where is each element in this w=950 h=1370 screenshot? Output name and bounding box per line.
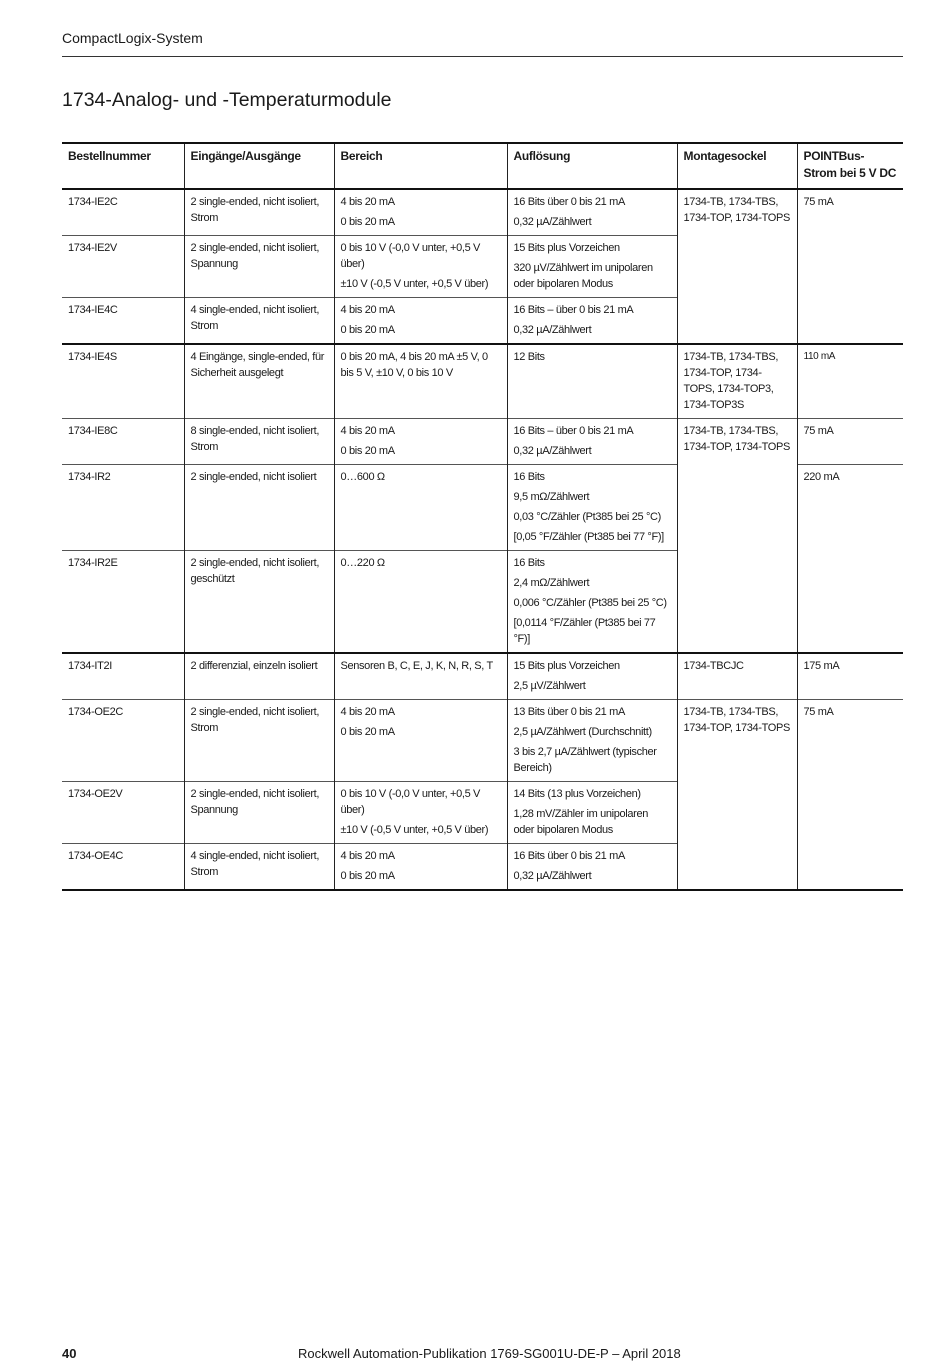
part-number-cell: 1734-IR2 — [62, 465, 184, 551]
io-cell: 2 single-ended, nicht isoliert, Strom — [184, 189, 334, 236]
table-row — [62, 653, 903, 700]
range-cell — [334, 236, 507, 298]
pointbus-current-cell: 75 mA — [797, 700, 903, 891]
range-cell — [334, 653, 507, 700]
resolution-line: 9,5 mΩ/Zählwert — [513, 491, 590, 503]
resolution-cell — [507, 298, 677, 345]
resolution-cell — [507, 189, 677, 236]
part-number-cell: 1734-IE2C — [68, 196, 118, 208]
resolution-line: 2,5 µA/Zählwert (Durchschnitt) — [513, 726, 652, 738]
resolution-line: 12 Bits — [513, 351, 545, 363]
resolution-line: 0,006 °C/Zähler (Pt385 bei 25 °C) — [513, 597, 667, 609]
resolution-line: 2,4 mΩ/Zählwert — [513, 577, 590, 589]
io-cell: 2 single-ended, nicht isoliert, Spannung — [184, 782, 334, 844]
range-cell — [334, 782, 507, 844]
resolution-cell — [507, 551, 677, 654]
range-cell — [334, 551, 507, 654]
mounting-base-cell: 1734-TB, 1734-TBS, 1734-TOP, 1734-TOPS — [677, 189, 797, 344]
io-cell: 2 differenzial, einzeln isoliert — [184, 653, 334, 700]
range-line: ±10 V (-0,5 V unter, +0,5 V über) — [340, 824, 489, 836]
resolution-line: 16 Bits über 0 bis 21 mA — [513, 850, 625, 862]
part-number-cell: 1734-OE4C — [62, 844, 184, 891]
resolution-cell — [507, 465, 677, 551]
resolution-line: 320 µV/Zählwert im unipolaren oder bipolaren Modus — [513, 262, 653, 290]
range-line: Sensoren B, C, E, J, K, N, R, S, T — [340, 660, 493, 672]
pointbus-current-cell: 220 mA — [797, 465, 903, 654]
part-number-cell: 1734-OE2V — [62, 782, 184, 844]
part-number-cell: 1734-IR2E — [62, 551, 184, 654]
table-row — [62, 189, 903, 236]
resolution-line: [0,05 °F/Zähler (Pt385 bei 77 °F)] — [513, 531, 664, 543]
resolution-line: 16 Bits — [513, 557, 545, 569]
table-row — [62, 344, 903, 419]
col-header-pointbus-current: POINTBus-Strom bei 5 V DC — [797, 143, 903, 189]
io-cell: 2 single-ended, nicht isoliert, geschützt — [184, 551, 334, 654]
io-cell: 4 single-ended, nicht isoliert, Strom — [184, 298, 334, 345]
page-title: 1734-Analog- und -Temperaturmodule — [62, 89, 392, 111]
table-header-row — [62, 143, 903, 189]
table-row — [62, 419, 903, 465]
resolution-cell — [507, 344, 677, 419]
range-line: 0…600 Ω — [340, 471, 385, 483]
resolution-line: 0,32 µA/Zählwert — [513, 324, 592, 336]
resolution-line: 16 Bits über 0 bis 21 mA — [513, 196, 625, 208]
header-rule — [62, 56, 903, 57]
running-header: CompactLogix-System — [62, 30, 203, 46]
pointbus-current-cell: 175 mA — [797, 653, 903, 700]
mounting-base-cell: 1734-TB, 1734-TBS, 1734-TOP, 1734-TOPS, 1734-TOP3, 1734-TOP3S — [677, 344, 797, 419]
range-cell — [334, 844, 507, 891]
col-header-io: Eingänge/Ausgänge — [184, 143, 334, 189]
part-number-cell: 1734-IE4C — [62, 298, 184, 345]
part-number-cell: 1734-IT2I — [68, 660, 112, 672]
range-cell — [334, 419, 507, 465]
pointbus-current-cell: 110 mA — [797, 344, 903, 419]
mounting-base-cell: 1734-TB, 1734-TBS, 1734-TOP, 1734-TOPS — [677, 419, 797, 654]
resolution-line: 0,32 µA/Zählwert — [513, 870, 592, 882]
col-header-part-number: Bestellnummer — [68, 149, 151, 163]
mounting-base-cell: 1734-TBCJC — [677, 653, 797, 700]
range-line: 4 bis 20 mA — [340, 425, 395, 437]
resolution-line: 16 Bits – über 0 bis 21 mA — [513, 304, 634, 316]
resolution-line: 0,32 µA/Zählwert — [513, 445, 592, 457]
io-cell: 2 single-ended, nicht isoliert — [184, 465, 334, 551]
io-cell: 4 single-ended, nicht isoliert, Strom — [184, 844, 334, 891]
resolution-line: 1,28 mV/Zähler im unipolaren oder bipolaren Modus — [513, 808, 648, 836]
resolution-line: 13 Bits über 0 bis 21 mA — [513, 706, 625, 718]
col-header-mounting-base: Montagesockel — [677, 143, 797, 189]
part-number-cell: 1734-IE8C — [62, 419, 184, 465]
io-cell: 4 Eingänge, single-ended, für Sicherheit ausgelegt — [184, 344, 334, 419]
resolution-cell — [507, 844, 677, 891]
resolution-cell — [507, 653, 677, 700]
resolution-cell — [507, 419, 677, 465]
io-cell: 8 single-ended, nicht isoliert, Strom — [184, 419, 334, 465]
range-line: 0 bis 20 mA — [340, 726, 395, 738]
part-number-cell: 1734-IE2V — [62, 236, 184, 298]
resolution-cell — [507, 236, 677, 298]
range-line: 0 bis 10 V (-0,0 V unter, +0,5 V über) — [340, 788, 481, 816]
resolution-line: 0,03 °C/Zähler (Pt385 bei 25 °C) — [513, 511, 661, 523]
range-cell — [334, 298, 507, 345]
range-line: 0 bis 10 V (-0,0 V unter, +0,5 V über) — [340, 242, 481, 270]
col-header-resolution: Auflösung — [507, 143, 677, 189]
range-line: ±10 V (-0,5 V unter, +0,5 V über) — [340, 278, 489, 290]
range-line: 0…220 Ω — [340, 557, 385, 569]
resolution-line: 2,5 µV/Zählwert — [513, 680, 586, 692]
range-line: 4 bis 20 mA — [340, 850, 395, 862]
range-cell — [334, 344, 507, 419]
range-line: 0 bis 20 mA — [340, 216, 395, 228]
resolution-line: 16 Bits – über 0 bis 21 mA — [513, 425, 634, 437]
mounting-base-cell: 1734-TB, 1734-TBS, 1734-TOP, 1734-TOPS — [677, 700, 797, 891]
resolution-line: 16 Bits — [513, 471, 545, 483]
range-line: 4 bis 20 mA — [340, 304, 395, 316]
page-number: 40 — [62, 1346, 77, 1361]
part-number-cell: 1734-OE2C — [62, 700, 184, 782]
resolution-line: [0,0114 °F/Zähler (Pt385 bei 77 °F)] — [513, 617, 656, 645]
pointbus-current-cell: 75 mA — [797, 419, 903, 465]
range-line: 4 bis 20 mA — [340, 706, 395, 718]
col-header-range: Bereich — [334, 143, 507, 189]
publication-footer: Rockwell Automation-Publikation 1769-SG001U-DE-P – April 2018 — [298, 1346, 681, 1361]
range-line: 0 bis 20 mA — [340, 445, 395, 457]
table-row — [62, 700, 903, 782]
range-cell — [334, 465, 507, 551]
module-spec-table — [62, 142, 903, 891]
resolution-line: 0,32 µA/Zählwert — [513, 216, 592, 228]
part-number-cell: 1734-IE4S — [68, 351, 117, 363]
resolution-line: 15 Bits plus Vorzeichen — [513, 242, 620, 254]
io-cell: 2 single-ended, nicht isoliert, Spannung — [184, 236, 334, 298]
resolution-line: 3 bis 2,7 µA/Zählwert (typischer Bereich) — [513, 746, 657, 774]
resolution-cell — [507, 782, 677, 844]
range-cell — [334, 700, 507, 782]
pointbus-current-cell: 75 mA — [797, 189, 903, 344]
io-cell: 2 single-ended, nicht isoliert, Strom — [184, 700, 334, 782]
range-line: 0 bis 20 mA — [340, 324, 395, 336]
range-line: 0 bis 20 mA, 4 bis 20 mA ±5 V, 0 bis 5 V, ±10 V, 0 bis 10 V — [340, 351, 488, 379]
resolution-cell — [507, 700, 677, 782]
resolution-line: 15 Bits plus Vorzeichen — [513, 660, 620, 672]
range-line: 4 bis 20 mA — [340, 196, 395, 208]
resolution-line: 14 Bits (13 plus Vorzeichen) — [513, 788, 641, 800]
range-cell — [334, 189, 507, 236]
range-line: 0 bis 20 mA — [340, 870, 395, 882]
